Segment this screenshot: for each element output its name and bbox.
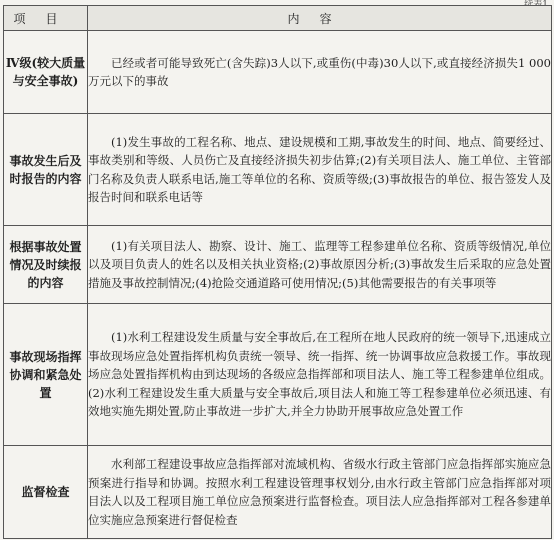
row-content-text: (1)水利工程建设发生质量与安全事故后,在工程所在地人民政府的统一领导下,迅速成立事故现场应急处置指挥机构负责统一领导、统一指挥、统一协调事故应急救援工作。事故现场应急处置指挥机构由到达现场的各级应急指挥部和项目法人、施工等工程参建单位组成。(2)水利工程建设发生重大质量与安全事故后,项目法人和施工等工程参建单位必须迅速、有效地实施先期处置,防止事故进一步扩大,并全力协助开展事故应急处置工作 [88,330,551,419]
table-row [4,31,552,114]
table-header-row [4,6,552,31]
table-row [4,114,552,226]
row-item-label: 事故发生后及时报告的内容 [4,114,88,226]
row-item-label: 根据事故处置情况及时续报的内容 [4,226,88,304]
row-content [88,114,552,226]
header-item: 项目 [4,6,88,31]
row-content-text: (1)发生事故的工程名称、地点、建设规模和工期,事故发生的时间、地点、简要经过、事故类别和等级、人员伤亡及直接经济损失初步估算;(2)有关项目法人、施工单位、主管部门名称及负责人联系电话,施工等单位的名称、资质等级;(3)事故报告的单位、报告签发人及报告时间和联系电话等 [88,134,551,204]
row-item-label: Ⅳ级(较大质量与安全事故) [4,31,88,114]
row-content [88,31,552,114]
row-content [88,226,552,304]
row-content-text: 已经或者可能导致死亡(含失踪)3人以下,或重伤(中毒)30人以下,或直接经济损失1 000万元以下的事故 [88,55,551,88]
row-item-label: 事故现场指挥协调和紧急处置 [4,304,88,446]
row-content [88,446,552,539]
table-row [4,304,552,446]
row-content-text: (1)有关项目法人、勘察、设计、施工、监理等工程参建单位名称、资质等级情况,单位以及项目负责人的姓名以及相关执业资格;(2)事故原因分析;(3)事故发生后采取的应急处置措施及事故控制情况;(4)抢险交通道路可使用情况;(5)其他需要报告的有关事项等 [88,238,551,290]
table-row [4,226,552,304]
row-item-label: 监督检查 [4,446,88,539]
row-content [88,304,552,446]
emergency-response-table [3,5,552,539]
row-content-text: 水利部工程建设事故应急指挥部对流域机构、省级水行政主管部门应急指挥部实施应急预案进行指导和协调。按照水利工程建设管理事权划分,由水行政主管部门应急指挥部对项目法人以及工程项目施工单位应急预案进行监督检查。项目法人应急指挥部对工程各参建单位实施应急预案进行督促检查 [88,457,551,527]
header-content: 内容 [88,6,552,31]
table-row [4,446,552,539]
